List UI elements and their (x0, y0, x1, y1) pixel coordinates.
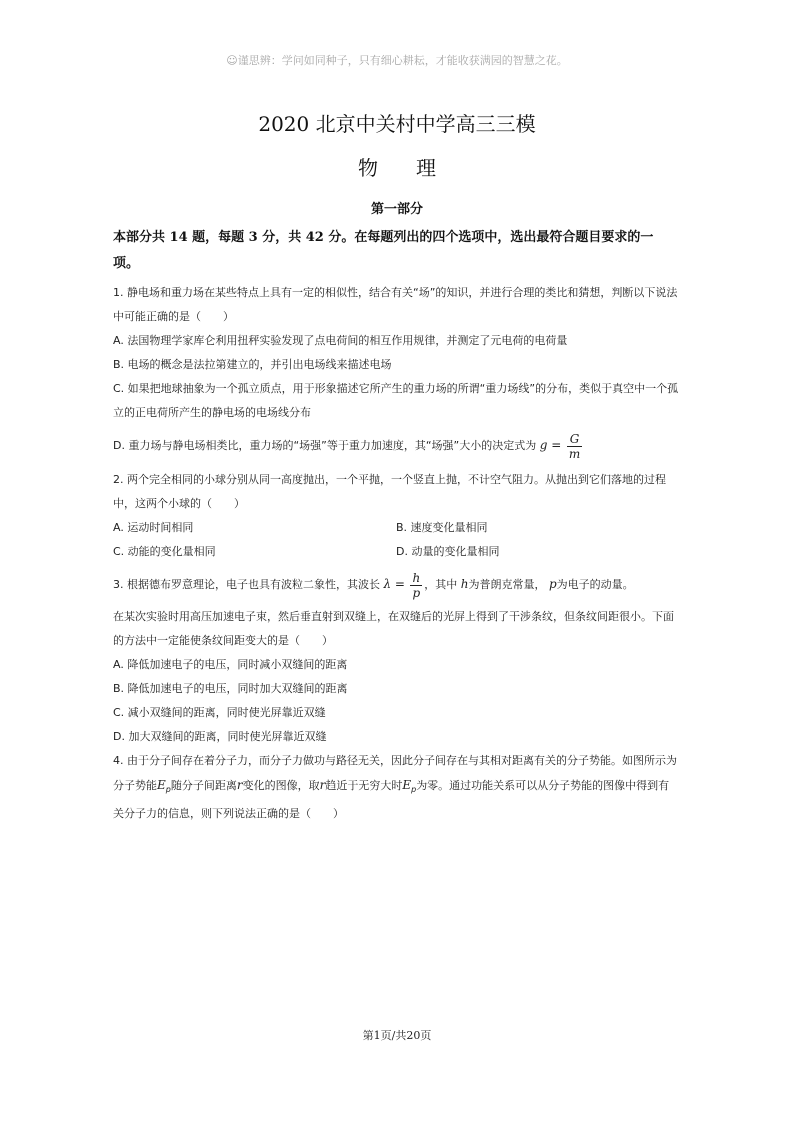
ep-subscript: p (165, 785, 171, 794)
questions (113, 225, 679, 826)
option-a: A. 运动时间相同 (113, 521, 194, 534)
stem-text: 为零。通过功能关系可以从分子势能的图像中得到有关分子力的信息，则下列说法正确的是（ ） (113, 779, 670, 820)
h-symbol: h (460, 577, 469, 591)
stem-text: 为电子的动量。 (556, 578, 634, 591)
stem-text: 为普朗克常量， (468, 578, 546, 591)
option-a: A. 法国物理学家库仑利用扭秤实验发现了点电荷间的相互作用规律，并测定了元电荷的电荷量 (113, 334, 568, 347)
r-symbol: r (319, 778, 326, 792)
ep-symbol: E (402, 778, 412, 792)
option-d: D. 加大双缝间的距离，同时使光屏靠近双缝 (113, 730, 327, 743)
option-d: D. 动量的变化量相同 (396, 545, 500, 558)
header-motto: ☺谨思辨：学问如同种子，只有细心耕耘，才能收获满园的智慧之花。 (226, 54, 568, 67)
options-row (113, 540, 679, 564)
question-stem: 2. 两个完全相同的小球分别从同一高度抛出，一个平抛，一个竖直上抛，不计空气阻力。从抛出到它们落地的过程中，这两个小球的（ ） (113, 473, 666, 510)
option-a: A. 降低加速电子的电压，同时减小双缝间的距离 (113, 658, 348, 671)
stem-text: 趋近于无穷大时 (325, 779, 403, 792)
question-1 (113, 281, 679, 466)
question-2 (113, 468, 679, 564)
option-b: B. 电场的概念是法拉第建立的，并引出电场线来描述电场 (113, 358, 392, 371)
question-4 (113, 749, 679, 826)
option-c: C. 如果把地球抽象为一个孤立质点，用于形象描述它所产生的重力场的所谓“重力场线”的分布，类似于真空中一个孤立的正电荷所产生的静电场的电场线分布 (113, 382, 679, 419)
question-stem: 在某次实验时用高压加速电子束，然后垂直射到双缝上，在双缝后的光屏上得到了干涉条纹，但条纹间距很小。下面的方法中一定能使条纹间距变大的是（ ） (113, 610, 674, 647)
stem-text: 4. 由于分子间存在着分子力，而分子力做功与路径无关，因此分子间存在与其相对距离有关的分子势能。如图所示为分子势能 (113, 754, 677, 792)
stem-text: 3. 根据德布罗意理论，电子也具有波粒二象性，其波长 (113, 578, 380, 591)
formula-lhs: g = (539, 438, 562, 452)
options-row (113, 516, 679, 540)
section-instructions: 本部分共 14 题，每题 3 分，共 42 分。在每题列出的四个选项中，选出最符合题目要求的一项。 (113, 230, 654, 271)
fraction (410, 571, 422, 600)
fraction (567, 432, 582, 461)
p-symbol: p (548, 577, 557, 591)
stem-text: ，其中 (424, 578, 458, 591)
section-title: 第一部分 (370, 202, 423, 217)
option-b: B. 速度变化量相同 (396, 521, 488, 534)
exam-subject: 物理 (358, 156, 474, 180)
question-stem-line (113, 564, 679, 605)
exam-title: 2020 北京中关村中学高三三模 (258, 112, 536, 136)
option-c: C. 减小双缝间的距离，同时使光屏靠近双缝 (113, 706, 326, 719)
ep-subscript: p (411, 785, 417, 794)
question-stem (113, 749, 679, 826)
lambda-symbol: λ = (383, 577, 405, 591)
question-3 (113, 564, 679, 749)
ep-symbol: E (157, 778, 166, 792)
option-d (113, 425, 679, 466)
fraction-denominator: p (412, 585, 421, 600)
fraction-numerator: h (412, 570, 421, 585)
option-c: C. 动能的变化量相同 (113, 545, 216, 558)
r-symbol: r (236, 778, 243, 792)
fraction-numerator: G (567, 432, 582, 447)
stem-text: 随分子间距离 (170, 779, 237, 792)
option-b: B. 降低加速电子的电压，同时加大双缝间的距离 (113, 682, 348, 695)
page-number: 第1页/共20页 (362, 1029, 432, 1042)
fraction-denominator: m (568, 446, 581, 461)
option-d-text: D. 重力场与静电场相类比，重力场的“场强”等于重力加速度，其“场强”大小的决定式为 (113, 439, 537, 452)
stem-text: 变化的图像，取 (242, 779, 320, 792)
question-stem: 1. 静电场和重力场在某些特点上具有一定的相似性，结合有关“场”的知识，并进行合理的类比和猜想，判断以下说法中可能正确的是（ ） (113, 286, 678, 323)
